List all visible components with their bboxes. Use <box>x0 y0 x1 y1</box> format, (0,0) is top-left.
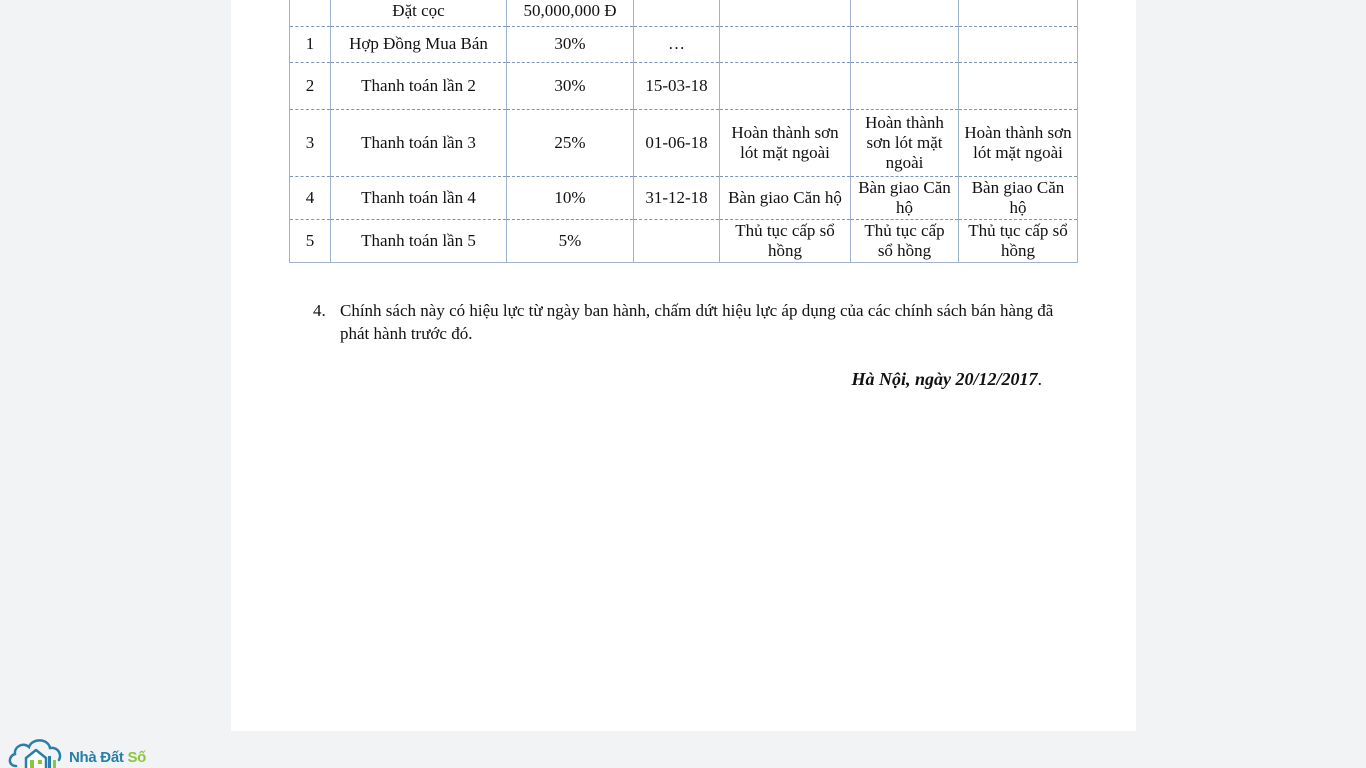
date-cell <box>634 0 720 26</box>
row-number: 1 <box>290 26 331 62</box>
logo-text <box>69 749 146 766</box>
percent-cell: 10% <box>507 176 634 219</box>
clause-number: 4. <box>313 301 326 320</box>
row-number: 5 <box>290 219 331 262</box>
row-number: 4 <box>290 176 331 219</box>
row-number: 3 <box>290 109 331 176</box>
table-row <box>290 219 1078 262</box>
stage-cell: Thanh toán lần 2 <box>331 62 507 109</box>
house-cloud-icon <box>6 732 68 768</box>
milestone-cell: Bàn giao Căn hộ <box>720 176 851 219</box>
row-number: 2 <box>290 62 331 109</box>
signoff-place-date: Hà Nội, ngày 20/12/2017 <box>851 369 1038 389</box>
percent-cell: 30% <box>507 26 634 62</box>
site-logo[interactable] <box>6 732 166 768</box>
payment-schedule-table <box>289 0 1078 263</box>
milestone-cell <box>959 62 1078 109</box>
clause-text: Chính sách này có hiệu lực từ ngày ban hành, chấm dứt hiệu lực áp dụng của các chính sách bán hàng đã phát hành trước đó. <box>340 301 1054 343</box>
milestone-cell <box>959 26 1078 62</box>
logo-text-accent: Số <box>127 749 147 766</box>
milestone-cell <box>959 0 1078 26</box>
document-page <box>231 0 1136 731</box>
logo-text-primary: Nhà Đất <box>69 749 128 766</box>
milestone-cell <box>851 0 959 26</box>
stage-cell: Đặt cọc <box>331 0 507 26</box>
stage-cell: Thanh toán lần 5 <box>331 219 507 262</box>
milestone-cell: Hoàn thành sơn lót mặt ngoài <box>720 109 851 176</box>
milestone-cell <box>720 0 851 26</box>
stage-cell: Thanh toán lần 3 <box>331 109 507 176</box>
row-number <box>290 0 331 26</box>
date-cell: … <box>634 26 720 62</box>
milestone-cell: Hoàn thành sơn lót mặt ngoài <box>851 109 959 176</box>
table-row <box>290 109 1078 176</box>
date-cell: 15-03-18 <box>634 62 720 109</box>
milestone-cell: Thủ tục cấp sổ hồng <box>959 219 1078 262</box>
signoff-line <box>731 367 1042 391</box>
milestone-cell <box>720 62 851 109</box>
milestone-cell <box>851 26 959 62</box>
date-cell: 31-12-18 <box>634 176 720 219</box>
table-row <box>290 0 1078 26</box>
percent-cell: 50,000,000 Đ <box>507 0 634 26</box>
milestone-cell: Bàn giao Căn hộ <box>959 176 1078 219</box>
table-row <box>290 26 1078 62</box>
table-row <box>290 62 1078 109</box>
stage-cell: Thanh toán lần 4 <box>331 176 507 219</box>
milestone-cell: Thủ tục cấp sổ hồng <box>851 219 959 262</box>
stage-cell: Hợp Đồng Mua Bán <box>331 26 507 62</box>
milestone-cell: Thủ tục cấp sổ hồng <box>720 219 851 262</box>
percent-cell: 25% <box>507 109 634 176</box>
milestone-cell <box>851 62 959 109</box>
milestone-cell: Bàn giao Căn hộ <box>851 176 959 219</box>
percent-cell: 30% <box>507 62 634 109</box>
policy-clause <box>313 299 1073 345</box>
date-cell: 01-06-18 <box>634 109 720 176</box>
percent-cell: 5% <box>507 219 634 262</box>
table-row <box>290 176 1078 219</box>
signoff-period: . <box>1037 369 1042 389</box>
milestone-cell: Hoàn thành sơn lót mặt ngoài <box>959 109 1078 176</box>
milestone-cell <box>720 26 851 62</box>
date-cell <box>634 219 720 262</box>
